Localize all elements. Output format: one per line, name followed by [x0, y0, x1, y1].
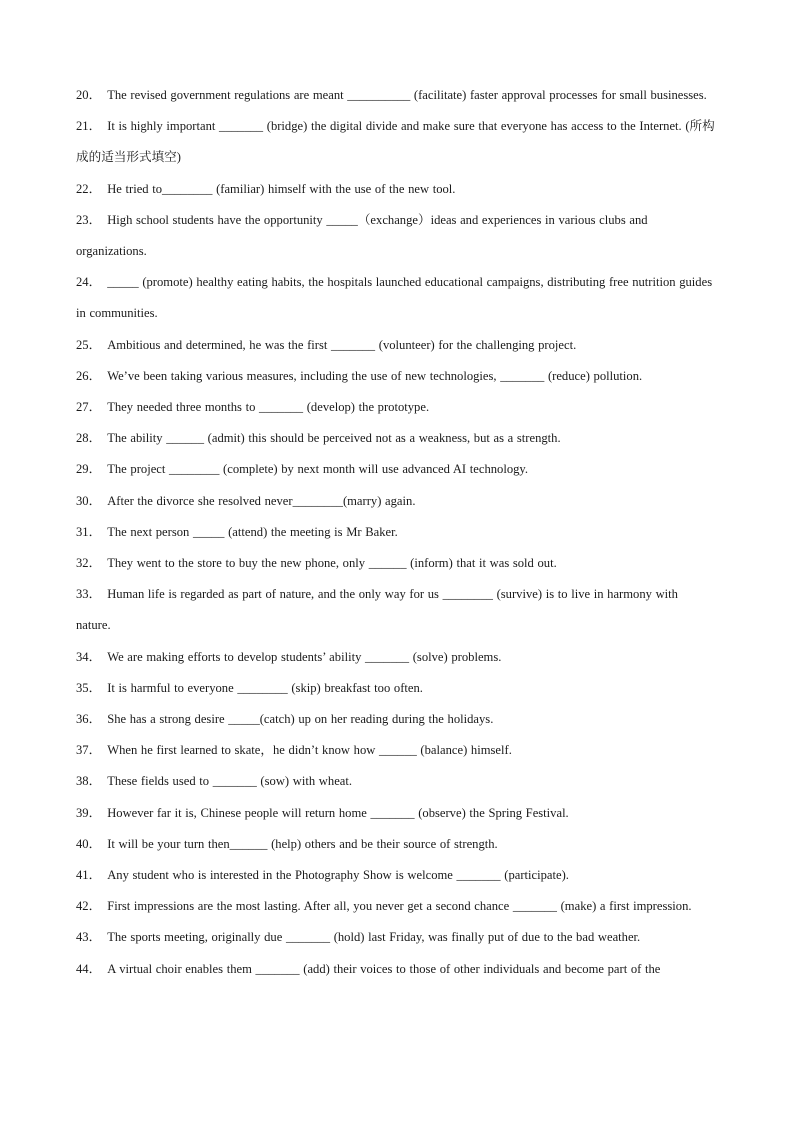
- question-number: 38．: [76, 774, 102, 789]
- question-text: They went to the store to buy the new phone, only ______ (inform) that it was sold out.: [107, 556, 557, 571]
- question-item: [76, 80, 716, 111]
- question-number: 25．: [76, 337, 102, 352]
- question-number: 27．: [76, 400, 102, 415]
- question-text: They needed three months to _______ (develop) the prototype.: [107, 400, 430, 415]
- question-text: The ability ______ (admit) this should be perceived not as a weakness, but as a strength.: [107, 431, 561, 446]
- question-number: 35．: [76, 680, 102, 695]
- question-text: These fields used to _______ (sow) with wheat.: [107, 774, 353, 789]
- question-number: 41．: [76, 868, 102, 883]
- question-item: [76, 517, 716, 548]
- question-item: [76, 735, 716, 766]
- question-item: [76, 922, 716, 953]
- question-number: 33．: [76, 587, 102, 602]
- question-number: 30．: [76, 493, 102, 508]
- question-number: 29．: [76, 462, 102, 477]
- question-number: 23．: [76, 212, 102, 227]
- question-list: [76, 80, 716, 985]
- question-item: [76, 673, 716, 704]
- question-number: 24．: [76, 275, 102, 290]
- question-text: First impressions are the most lasting. After all, you never get a second chance _______ (make) a first impression.: [107, 899, 692, 914]
- question-number: 37．: [76, 743, 102, 758]
- question-number: 39．: [76, 805, 102, 820]
- question-text: Any student who is interested in the Photography Show is welcome _______ (participate).: [107, 868, 569, 883]
- question-item: [76, 111, 716, 173]
- question-item: [76, 267, 716, 329]
- question-item: [76, 454, 716, 485]
- question-number: 21．: [76, 119, 102, 134]
- question-text: Ambitious and determined, he was the first _______ (volunteer) for the challenging project.: [107, 337, 577, 352]
- question-number: 26．: [76, 368, 102, 383]
- question-text: When he first learned to skate，he didn’t know how ______ (balance) himself.: [107, 743, 512, 758]
- question-number: 36．: [76, 712, 102, 727]
- question-text: We’ve been taking various measures, including the use of new technologies, _______ (reduce) pollution.: [107, 368, 643, 383]
- question-text: Human life is regarded as part of nature, and the only way for us ________ (survive) is to live in harmony with nature.: [76, 587, 678, 633]
- question-text: It is highly important _______ (bridge) the digital divide and make sure that everyone has access to the Internet. (所构成的适当形式填空): [76, 119, 715, 165]
- question-item: [76, 642, 716, 673]
- question-item: [76, 579, 716, 641]
- question-text: A virtual choir enables them _______ (add) their voices to those of other individuals and become part of the: [107, 961, 661, 976]
- question-number: 34．: [76, 649, 102, 664]
- question-number: 31．: [76, 524, 102, 539]
- question-number: 42．: [76, 899, 102, 914]
- question-text: After the divorce she resolved never________(marry) again.: [107, 493, 416, 508]
- question-number: 20．: [76, 88, 102, 102]
- question-item: [76, 174, 716, 205]
- question-item: [76, 392, 716, 423]
- question-item: [76, 361, 716, 392]
- question-item: [76, 330, 716, 361]
- question-item: [76, 486, 716, 517]
- question-item: [76, 798, 716, 829]
- question-number: 44．: [76, 961, 102, 976]
- question-text: The sports meeting, originally due _______ (hold) last Friday, was finally put of due to the bad weather.: [107, 930, 641, 945]
- question-item: [76, 704, 716, 735]
- question-number: 22．: [76, 181, 102, 196]
- question-text: High school students have the opportunity _____（exchange）ideas and experiences in various clubs and organizations.: [76, 212, 648, 259]
- question-text: He tried to________ (familiar) himself with the use of the new tool.: [107, 181, 456, 196]
- question-text: It will be your turn then______ (help) others and be their source of strength.: [107, 836, 498, 851]
- question-text: We are making efforts to develop students’ ability _______ (solve) problems.: [107, 649, 502, 664]
- question-text: The next person _____ (attend) the meeting is Mr Baker.: [107, 524, 398, 539]
- question-item: [76, 860, 716, 891]
- question-item: [76, 829, 716, 860]
- question-text: However far it is, Chinese people will return home _______ (observe) the Spring Festival.: [107, 805, 569, 820]
- question-text: It is harmful to everyone ________ (skip) breakfast too often.: [107, 680, 423, 695]
- question-number: 32．: [76, 556, 102, 571]
- question-text: The project ________ (complete) by next month will use advanced AI technology.: [107, 462, 529, 477]
- question-item: [76, 423, 716, 454]
- question-item: [76, 548, 716, 579]
- question-item: [76, 205, 716, 267]
- question-number: 40．: [76, 836, 102, 851]
- question-number: 28．: [76, 431, 102, 446]
- question-item: [76, 891, 716, 922]
- question-text: _____ (promote) healthy eating habits, the hospitals launched educational campaigns, distributing free nutrition guides in communities.: [76, 275, 713, 321]
- question-item: [76, 954, 716, 985]
- question-text: The revised government regulations are meant __________ (facilitate) faster approval processes for small businesses.: [107, 88, 707, 102]
- question-item: [76, 766, 716, 797]
- question-text: She has a strong desire _____(catch) up on her reading during the holidays.: [107, 712, 494, 727]
- question-number: 43．: [76, 930, 102, 945]
